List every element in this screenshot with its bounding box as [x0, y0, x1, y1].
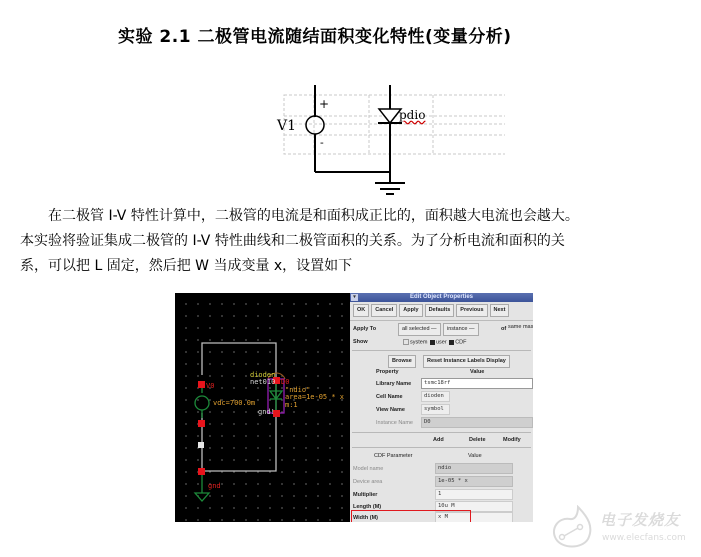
apply-button[interactable]: Apply — [399, 304, 422, 317]
modify-button[interactable]: Modify — [503, 437, 521, 443]
library-name-field[interactable]: tsmc18rf — [421, 378, 533, 389]
paragraph-line-2: 本实验将验证集成二极管的 I-V 特性曲线和二极管面积的关系。为了分析电流和面积的关 — [20, 233, 565, 249]
cdf-value-header: Value — [468, 453, 482, 459]
edit-object-properties-dialog — [350, 293, 533, 522]
cell-name-field[interactable]: dioden — [421, 391, 450, 402]
paragraph-line-3: 系，可以把 L 固定，然后把 W 当成变量 x，设置如下 — [20, 258, 353, 274]
show-label: Show — [353, 339, 368, 345]
system-checkbox[interactable] — [403, 339, 409, 345]
diode-cell-label: dioden — [250, 371, 276, 379]
watermark-url: www.elecfans.com — [602, 533, 686, 543]
apply-to-label: Apply To — [353, 326, 377, 332]
paragraph-line-1: 在二极管 I-V 特性计算中，二极管的电流是和面积成正比的，面积越大电流也会越大。 — [48, 208, 579, 224]
diode-area-label: area=1e-05 * x — [285, 393, 345, 401]
diode-instance-label: D0 — [281, 378, 290, 386]
diode-m-label: m:1 — [285, 401, 298, 409]
minus-sign: - — [320, 136, 324, 149]
of-label: of — [501, 326, 507, 332]
cdf-checkbox[interactable] — [449, 340, 454, 345]
view-name-field[interactable]: symbol — [421, 404, 450, 415]
width-field[interactable]: x M — [435, 512, 513, 522]
apply-to-type-dropdown[interactable]: instance — — [443, 323, 479, 336]
browse-button[interactable]: Browse — [388, 355, 416, 368]
divider — [352, 432, 531, 433]
elecfans-logo-icon — [548, 505, 598, 550]
multiplier-field[interactable]: 1 — [435, 489, 513, 500]
dialog-title: Edit Object Properties — [409, 294, 473, 300]
page-title: 实验 2.1 二极管电流随结面积变化特性(变量分析) — [118, 27, 512, 47]
multiplier-label: Multiplier — [353, 492, 378, 498]
ok-button[interactable]: OK — [353, 304, 369, 317]
circuit-diagram — [275, 85, 505, 195]
apply-to-type-value: instance — [447, 326, 468, 332]
cdf-option-label: CDF — [455, 339, 467, 346]
apply-to-dropdown[interactable]: all selected — — [398, 323, 441, 336]
length-label: Length (M) — [353, 504, 382, 510]
device-area-label: Device area — [353, 479, 383, 485]
model-name-label: Model name — [353, 466, 384, 472]
reset-labels-button[interactable]: Reset Instance Labels Display — [423, 355, 510, 368]
value-header: Value — [470, 369, 485, 375]
body-paragraph — [20, 204, 690, 279]
next-button[interactable]: Next — [490, 304, 510, 317]
library-name-label: Library Name — [376, 381, 412, 387]
source-instance-label: V0 — [206, 382, 215, 390]
dialog-button-bar — [350, 302, 533, 321]
divider — [352, 350, 531, 351]
diode-net-label: net010 — [250, 378, 276, 386]
device-area-field[interactable]: 1e-05 * x — [435, 476, 513, 487]
cancel-button[interactable]: Cancel — [371, 304, 397, 317]
dialog-titlebar — [350, 293, 533, 302]
system-option-label: system — [410, 339, 428, 346]
cell-name-label: Cell Name — [376, 394, 403, 400]
instance-name-label: Instance Name — [376, 420, 413, 426]
defaults-button[interactable]: Defaults — [425, 304, 455, 317]
cdf-parameter-header: CDF Parameter — [374, 453, 413, 459]
add-button[interactable]: Add — [433, 437, 444, 443]
user-option-label: user — [435, 339, 447, 346]
previous-button[interactable]: Previous — [456, 304, 487, 317]
instance-name-field[interactable]: D0 — [421, 417, 533, 428]
view-name-label: View Name — [376, 407, 405, 413]
length-field[interactable]: 10u M — [435, 501, 513, 512]
width-label: Width (M) — [353, 515, 378, 521]
diode-label: pdio — [399, 108, 426, 122]
divider — [352, 447, 531, 448]
apply-to-value: all selected — [402, 326, 430, 332]
circuit-schematic-icon — [275, 85, 505, 195]
embedded-screenshot — [175, 293, 533, 522]
width-highlight-box — [351, 510, 471, 522]
source-param-label: vdc=700.0m — [213, 399, 256, 407]
source-label: V1 — [277, 118, 297, 134]
model-name-field[interactable]: ndio — [435, 463, 513, 474]
show-options — [402, 339, 467, 345]
plus-sign: + — [319, 97, 330, 111]
user-checkbox[interactable] — [430, 340, 435, 345]
watermark-brand: 电子发烧友 — [600, 511, 681, 529]
diode-model-label: "ndio" — [285, 386, 311, 394]
property-header: Property — [376, 369, 399, 375]
delete-button[interactable]: Delete — [469, 437, 486, 443]
window-menu-icon[interactable]: ▾ — [351, 294, 358, 301]
ground-label: gnd — [208, 482, 221, 490]
of-value[interactable]: same mas — [508, 324, 533, 330]
watermark — [548, 505, 698, 550]
schematic-canvas — [175, 293, 350, 522]
diode-gnd-net-label: gnd! — [258, 408, 275, 416]
